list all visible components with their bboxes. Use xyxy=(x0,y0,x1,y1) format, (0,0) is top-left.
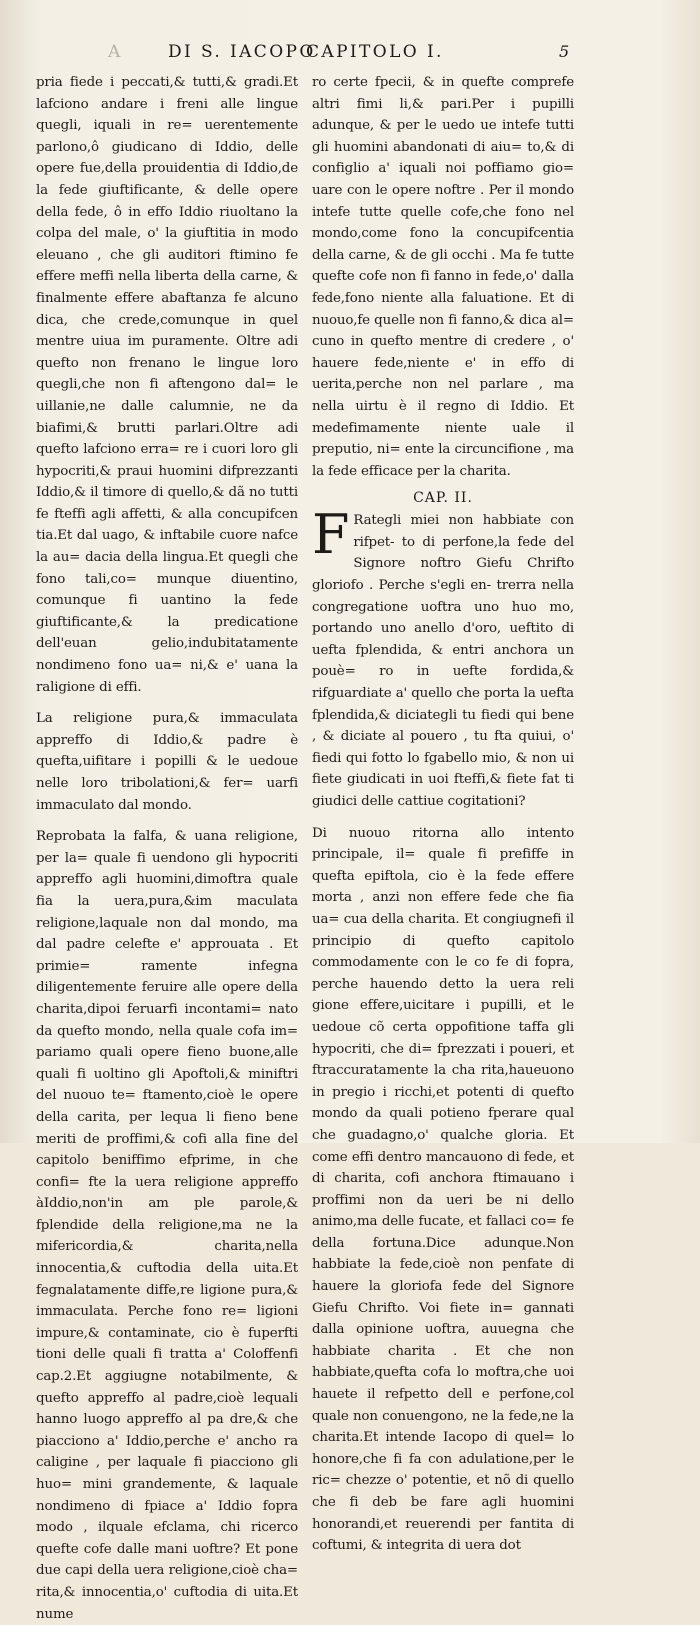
chapter-opening-verse xyxy=(312,503,574,812)
scripture-verse-paragraph: La religione pura,& immaculata appreffo di Iddio,& padre è quefta,uifitare i popilli & le uedoue nelle loro tribolationi,& fer= uarfi immaculato dal mondo. xyxy=(36,711,298,813)
chapter-opening-text: Rategli miei non habbiate con rifpet- to di perfone,la fede del Signore noftro Giefu Chrifto gloriofo . Perche s'egli en- trerra nella congregatione uoftra uno huo mo, portando uno anello d'oro, ueftito di uefta fplendida, & entri anchora un pouè= ro in uefte fordida,& rifguardiate a' quello che porta la uefta fplendida,& diciategli tu fiedi qui bene , & diciate al pouero , tu fta quiui, o' fiedi qui fotto lo fgabello mio, & non ui fiete giudicati in uoi fteffi,& fiete fat ti giudici delle cattiue cogitationi? xyxy=(312,513,574,809)
right-column xyxy=(312,72,574,1557)
drop-cap-letter: F xyxy=(312,503,350,567)
chapter-heading: CAP. II. xyxy=(413,490,473,507)
header-title-right: CAPITOLO I. xyxy=(306,42,444,62)
commentary-paragraph-2: Reprobata la falfa, & uana religione, per la= quale fi uendono gli hypocriti appreffo agli huomini,dimoftra quale fia la uera,pura,&im maculata religione,laquale non dal mondo, ma dal padre celefte e' approuata . Et primie= ramente infegna diligentemente feruire alle opere della charita,dipoi feruarfi incontami= nato da quefto mondo, nella quale cofa im= pariamo quali opere fieno buone,alle quali fi uoltino gli Apoftoli,& miniftri del nuouo te= ftamento,cioè le opere della carita, per lequa li fieno bene meriti de proffimi,& cofi alla fine del capitolo beniffimo efprime, in che confi= fte la uera religione appreffo àIddio,non'in am ple parole,& fplendide della religione,ma ne la mifericordia,& charita,nella innocentia,& cuftodia della uita.Et fegnalatamente diffe,re ligione pura,& immaculata. Perche fono re= ligioni impure,& contaminate, cio è fuperfti tioni delle quali fi tratta a' Coloffenfi cap.2.Et aggiugne notabilmente, & quefto appreffo al padre,cioè lequali hanno luogo appreffo al pa dre,& che piacciono a' Iddio,perche e' ancho ra caligine , per laquale fi piacciono gli huo= mini grandemente, & laquale nondimeno di fpiace a' Iddio fopra modo , ilquale efclama, chi ricerco quefte cofe dalle mani uoftre? Et pone due capi della uera religione,cioè cha= rita,& innocentia,o' cuftodia di uita.Et nume xyxy=(36,829,298,1622)
header-title-left: DI S. IACOPO xyxy=(168,42,316,62)
commentary-paragraph-3: Di nuouo ritorna allo intento principale, il= quale fi prefiffe in quefta epiftola, cio è la fede effere morta , anzi non effere fede che fia ua= cua della charita. Et congiugnefi il principio di quefto capitolo commodamente con le co fe di fopra, perche hauendo detto la uera reli gione effere,uicitare i pupilli, et le uedoue cõ certa oppofitione taffa gli hypocriti, che di= fprezzati i poueri, et ftraccuratamente la cha rita,haueuono in pregio i ricchi,et potenti di quefto mondo da quali potieno fperare qual che guadagno,o' qualche gloria. Et come effi dentro mancauono di fede, et di charita, cofi anchora ftimauano i proffimi non da ueri be ni dello animo,ma delle fucate, et fallaci co= fe della fortuna.Dice adunque.Non habbiate la fede,cioè non penfate di hauere la gloriofa fede del Signore Giefu Chrifto. Voi fiete in= gannati dalla opinione uoftra, auuegna che habbiate charita . Et che non habbiate,quefta cofa lo moftra,che uoi hauete il refpetto dell e perfone,col quale non conuengono, ne la fede,ne la charita.Et intende Iacopo di quel= lo honore,che fi fa con adulatione,per le ric= chezze o' potentie, et nõ di quello che fi deb be fare agli huomini honorandi,et reuerendi per fantita di coftumi, & integrita di uera dot xyxy=(312,825,574,1554)
page-number: 5 xyxy=(559,42,570,61)
running-header xyxy=(0,42,700,68)
commentary-paragraph-1: pria fiede i peccati,& tutti,& gradi.Et lafciono andare i freni alle lingue quegli, iquali in re= uerentemente parlono,ô giudicano di Iddio, delle opere fue,della prouidentia di Iddio,de la fede giuftificante, & delle opere della fede, ô in effo Iddio riuoltano la colpa del male, o' la giuftitia in modo eleuano , che gli auditori ftimino fe effere meffi nella liberta della carne, & finalmente effere abaftanza fe alcuno dica, che crede,comunque in quel mentre uiua im puramente. Oltre adi quefto non frenano le lingue loro quegli,che non fi aftengono dal= le uillanie,ne dalle calumnie, ne da biafimi,& brutti parlari.Oltre adi quefto lafciono erra= re i cuori loro gli hypocriti,& praui huomini difprezzanti Iddio,& il timore di quello,& dã no tutti fe fteffi agli affetti, & alla concupifcen tia.Et dal uago, & inftabile cuore nafce la au= dacia della lingua.Et quegli che fono tali,co= munque diuentino, comunque fi uantino la fede giuftificante,& la predicatione dell'euan gelio,indubitatamente nondimeno fono ua= ni,& e' uana la raligione di effi. xyxy=(36,75,298,695)
commentary-continuation: ro certe fpecii, & in quefte comprefe altri fimi li,& pari.Per i pupilli adunque, & per le uedo ue intefe tutti gli huomini abandonati di aiu= to,& di configlio a' iquali noi poffiamo gio= uare con le opere noftre . Per il mondo intefe tutte quelle cofe,che fono nel mondo,come fono la concupifcentia della carne, & de gli occhi . Ma fe tutte quefte cofe non fi fanno in fede,o' dalla fede,fono niente alla faluatione. Et di nuouo,fe quelle non fi fanno,& dica al= cuno in quefto mentre di credere , o' hauere fede,niente e' in effo di uerita,perche non nel parlare , ma nella uirtu è il regno di Iddio. Et medefimamente niente uale il preputio, ni= ente la circuncifione , ma la fede efficace per la charita. xyxy=(312,75,574,479)
header-left-fragment: A xyxy=(108,42,124,62)
left-column xyxy=(36,72,298,1625)
